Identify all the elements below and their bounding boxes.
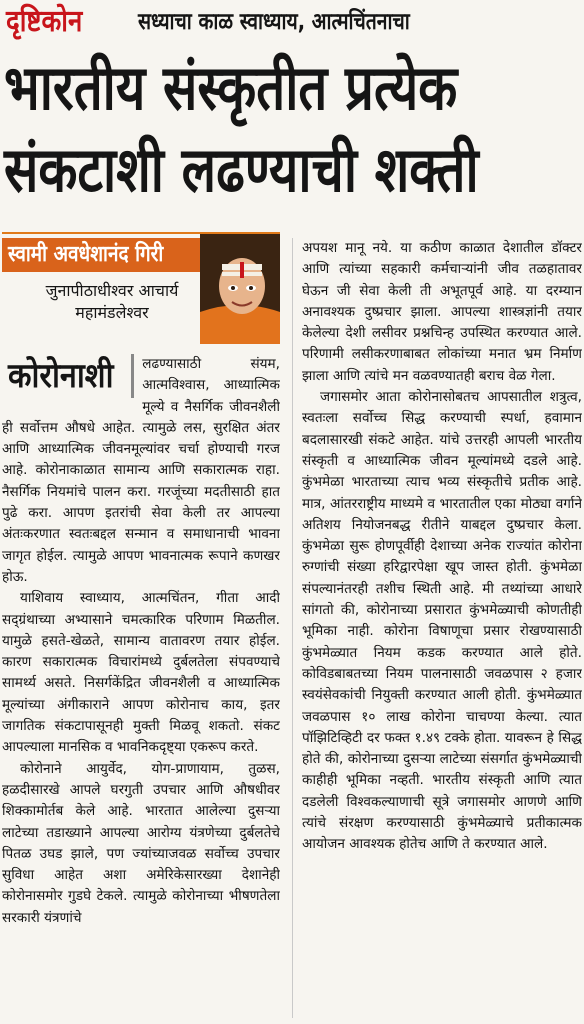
author-box — [2, 232, 280, 344]
headline-line-2: संकटाशी लढण्याची शक्ती — [4, 133, 479, 206]
headline-line-1: भारतीय संस्कृतीत प्रत्येक — [4, 51, 458, 124]
article-paragraph: लढण्यासाठी संयम, आत्मविश्वास, आध्यात्मिक मूल्ये व नैसर्गिक जीवनशैली ही सर्वोत्तम औषधे आहेत. त्यामुळे लस, सुरक्षित अंतर आणि आध्यात्मिक जीवनमूल्यांवर चर्चा होण्याची गरज आहे. कोरोनाकाळात सामान्य आणि सकारात्मक राहा. नैसर्गिक नियमांचे पालन करा. गरजूंच्या मदतीसाठी हात पुढे करा. आपण इतरांची सेवा केली तर आपल्या अंतःकरणात स्वतःबद्दल सन्मान व समाधानाची भावना जागृत होईल. त्यामुळे आपण भावनात्मक रूपाने कणखर होऊ. — [2, 356, 280, 585]
article-column-left — [2, 354, 280, 1022]
author-title: जुनापीठाधीश्वर आचार्य महामंडलेश्वर — [45, 281, 179, 322]
column-brand: दृष्टिकोन — [6, 4, 83, 39]
article-paragraph: अपयश मानू नये. या कठीण काळात देशातील डॉक्टर आणि त्यांच्या सहकारी कर्मचाऱ्यांनी जीव तळहातावर घेऊन जी सेवा केली ती अभूतपूर्व आहे. या दरम्यान अनावश्यक दुष्प्रचार झाला. आपल्या शास्त्रज्ञांनी तयार केलेल्या देशी लसीवर प्रश्नचिन्ह उपस्थित करण्यात आले. परिणामी लसीकरणाबाबत लोकांच्या मनात भ्रम निर्माण झाला आणि त्यांचे मन वळवण्यातही बराच वेळ गेला. — [302, 240, 582, 384]
article-paragraph: याशिवाय स्वाध्याय, आत्मचिंतन, गीता आदी सद्ग्रंथाच्या अभ्यासाने चमत्कारिक परिणाम मिळतील. यामुळे हसते-खेळते, सामान्य वातावरण तयार होईल. कारण सकारात्मक विचारांमध्ये दुर्बलतेला संपवण्याचे सामर्थ्य असते. निसर्गकेंद्रित जीवनशैली व आध्यात्मिक मूल्यांच्या अंगीकाराने आपण कोरोनाच काय, इतर जागतिक संकटापासूनही मुक्ती मिळवू शकतो. संकट आपल्याला मानसिक व भावनिकदृष्ट्या एकरूप करते. — [2, 590, 280, 756]
article-paragraph: जगासमोर आता कोरोनासोबतच आपसातील शत्रुत्व, स्वतःला सर्वोच्च सिद्ध करण्याची स्पर्धा, हवामान बदलासारखी संकटे आहेत. यांचे उत्तरही आपली भारतीय संस्कृती व आध्यात्मिक जीवन मूल्यांमध्ये दडले आहे. कुंभमेळा भारताच्या त्याच भव्य संस्कृतीचे प्रतीक आहे. मात्र, आंतरराष्ट्रीय माध्यमे व भारतातील एका मोठ्या वर्गाने अतिशय नियोजनबद्ध रीतीने याबद्दल दुष्प्रचार केला. कुंभमेळा सुरू होणपूर्वीही देशाच्या अनेक राज्यांत कोरोना रुग्णांची संख्या हरिद्वारपेक्षा खूप जास्त होती. कुंभमेळा संपल्यानंतरही तशीच स्थिती आहे. मी तथ्यांच्या आधारे सांगतो की, कोरोनाच्या प्रसारात कुंभमेळ्याची कोणतीही भूमिका नाही. कोरोना विषाणूचा प्रसार रोखण्यासाठी कुंभमेळ्यात नियम कडक करण्यात आले होते. कोविडबाबतच्या नियम पालनासाठी जवळपास २ हजार स्वयंसेवकांची नियुक्ती करण्यात आली होती. कुंभमेळ्यात जवळपास १० लाख कोरोना चाचण्या केल्या. त्यात पॉझिटिव्हिटी दर फक्त १.४९ टक्के होता. यावरून हे सिद्ध होते की, कोरोनाच्या दुसऱ्या लाटेच्या संसर्गात कुंभमेळ्याची काहीही भूमिका नव्हती. भारतीय संस्कृती आणि त्यात दडलेली विश्वकल्याणाची सूत्रे जगासमोर आणणे आणि त्यांचे संरक्षण करण्यासाठी कुंभमेळ्याचे प्रतीकात्मक आयोजन आवश्यक होतेच आणि ते करण्यात आले. — [302, 389, 582, 853]
column-kicker — [6, 3, 580, 41]
column-divider — [292, 238, 293, 1018]
kicker-subtitle: सध्याचा काळ स्वाध्याय, आत्मचिंतनाचा — [138, 9, 410, 35]
author-name: स्वामी अवधेशानंद गिरी — [8, 242, 164, 267]
dropcap-word: कोरोनाशी — [2, 354, 134, 398]
article-column-right — [302, 238, 582, 1022]
author-portrait — [200, 234, 280, 344]
article-paragraph: कोरोनाने आयुर्वेद, योग-प्राणायाम, तुळस, हळदीसारखे आपले घरगुती उपचार आणि औषधीवर शिक्कामोर्तब केले आहे. भारतात आलेल्या दुसऱ्या लाटेच्या तडाख्याने आपल्या आरोग्य यंत्रणेच्या दुर्बलतेचे पितळ उघड झाले, पण ज्यांच्याजवळ सर्वोच्च उपचार सुविधा आहेत अशा अमेरिकेसारख्या देशानेही कोरोनासमोर गुडघे टेकले. त्यामुळे कोरोनाच्या भीषणतेला सरकारी यंत्रणांचे — [2, 760, 280, 926]
